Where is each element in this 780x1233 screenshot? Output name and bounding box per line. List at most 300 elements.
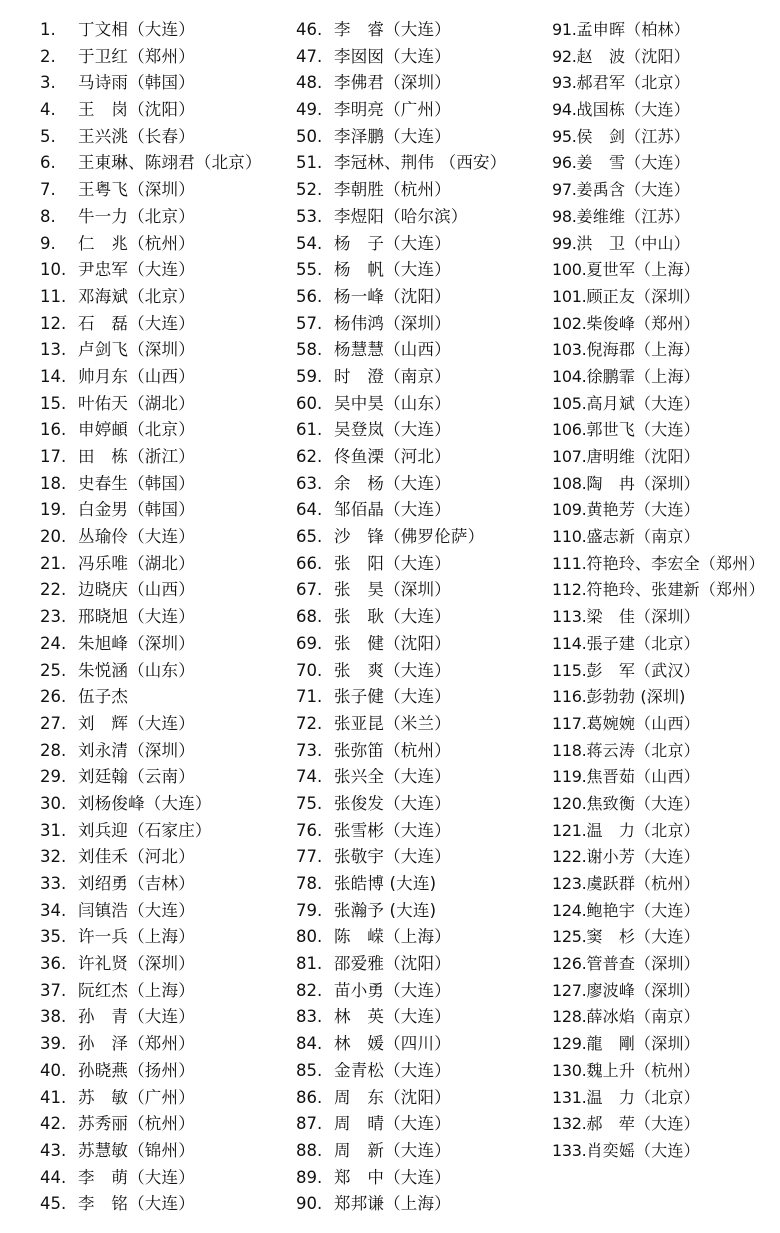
list-item <box>552 738 780 765</box>
list-item <box>40 257 290 284</box>
list-item-name: 孙 泽（郑州） <box>78 1034 195 1054</box>
list-item-number: 82. <box>296 980 323 1000</box>
list-item-number: 4. <box>40 100 56 120</box>
list-item <box>40 577 290 604</box>
list-item-number: 100. <box>552 260 587 280</box>
list-item-name: 林 英（大连） <box>334 1007 451 1027</box>
list-item-number: 110. <box>552 527 587 547</box>
list-item <box>296 231 546 258</box>
list-item-number: 41. <box>40 1087 67 1107</box>
list-item <box>40 417 290 444</box>
list-item-name: 周 晴（大连） <box>334 1114 451 1134</box>
list-item-number: 26. <box>40 687 67 707</box>
list-item-name: 侯 剑（江苏） <box>576 126 690 146</box>
list-item-name: 徐鹏霏（上海） <box>586 366 700 386</box>
list-item-number: 31. <box>40 820 67 840</box>
list-item <box>296 844 546 871</box>
list-item <box>552 471 780 498</box>
list-item <box>552 257 780 284</box>
name-list-column-3 <box>552 17 780 1165</box>
list-item-number: 124. <box>552 900 587 920</box>
list-item-name: 邓海斌（北京） <box>78 286 195 306</box>
list-item-number: 130. <box>552 1060 587 1080</box>
list-item-number: 45. <box>40 1194 67 1214</box>
list-item <box>40 177 290 204</box>
list-item-number: 13. <box>40 340 67 360</box>
list-item <box>40 124 290 151</box>
list-item <box>552 1058 780 1085</box>
list-item <box>296 337 546 364</box>
list-item-name: 张皓博 (大连) <box>334 874 437 893</box>
list-item <box>40 631 290 658</box>
list-item-number: 127. <box>552 980 587 1000</box>
list-item <box>552 284 780 311</box>
list-item-number: 118. <box>552 740 587 760</box>
list-item-number: 75. <box>296 793 323 813</box>
list-item <box>552 364 780 391</box>
list-item-name: 彭勃勃 (深圳) <box>586 687 686 707</box>
list-item-number: 122. <box>552 847 587 867</box>
list-item-name: 倪海郡（上海） <box>586 340 700 360</box>
list-item-name: 周 新（大连） <box>334 1140 451 1160</box>
list-item-number: 92. <box>552 46 577 66</box>
list-item-number: 39. <box>40 1034 67 1054</box>
list-item <box>552 791 780 818</box>
list-item-number: 102. <box>552 313 587 333</box>
list-item <box>296 97 546 124</box>
list-item <box>296 791 546 818</box>
list-item-name: 姜维维（江苏） <box>576 206 690 226</box>
list-item <box>40 924 290 951</box>
list-item-name: 伍子杰 <box>78 687 129 707</box>
list-item-name: 姜禹含（大连） <box>576 180 690 200</box>
list-item-number: 126. <box>552 954 587 974</box>
list-item-name: 窦 杉（大连） <box>586 927 700 947</box>
list-item-number: 12. <box>40 313 67 333</box>
list-item-name: 马诗雨（韩国） <box>78 73 195 93</box>
list-item <box>296 497 546 524</box>
list-item-number: 120. <box>552 793 587 813</box>
list-item-number: 74. <box>296 767 323 787</box>
list-item <box>296 1138 546 1165</box>
list-item-name: 温 力（北京） <box>586 820 700 840</box>
list-item-number: 69. <box>296 633 323 653</box>
list-item-number: 113. <box>552 607 587 627</box>
list-item <box>296 871 546 898</box>
list-item-number: 62. <box>296 447 323 466</box>
list-item <box>40 1138 290 1165</box>
list-item-name: 张瀚予 (大连) <box>334 900 437 920</box>
list-item-name: 管普查（深圳） <box>586 954 700 974</box>
list-item-number: 10. <box>40 260 67 280</box>
list-item-number: 19. <box>40 500 67 520</box>
list-item <box>552 17 780 44</box>
list-item <box>296 684 546 711</box>
list-item <box>40 818 290 845</box>
list-item-number: 34. <box>40 900 67 920</box>
list-item-name: 杨 子（大连） <box>334 233 451 253</box>
list-item-number: 88. <box>296 1140 323 1160</box>
list-item-number: 117. <box>552 713 587 733</box>
list-item-name: 柴俊峰（郑州） <box>586 313 700 333</box>
list-item-name: 薛冰焰（南京） <box>586 1007 700 1027</box>
list-item-name: 谢小芳（大连） <box>586 847 700 867</box>
list-item-number: 131. <box>552 1087 587 1107</box>
list-item-number: 84. <box>296 1034 323 1054</box>
list-item-name: 盛志新（南京） <box>586 527 700 547</box>
list-item <box>296 711 546 738</box>
list-item-number: 29. <box>40 767 67 787</box>
list-item <box>552 1004 780 1031</box>
list-item <box>296 658 546 685</box>
list-item <box>296 524 546 551</box>
list-item-number: 108. <box>552 473 587 493</box>
list-item-name: 李 萌（大连） <box>78 1167 195 1187</box>
list-item-name: 于卫红（郑州） <box>78 46 195 66</box>
list-item-name: 丁文相（大连） <box>78 20 195 39</box>
list-item-number: 71. <box>296 687 323 707</box>
list-item <box>296 818 546 845</box>
list-item <box>40 684 290 711</box>
list-item-number: 70. <box>296 660 323 680</box>
list-item <box>296 551 546 578</box>
list-item-name: 杨一峰（沈阳） <box>334 286 451 306</box>
list-item <box>552 1138 780 1165</box>
list-item-number: 87. <box>296 1114 323 1134</box>
list-item-name: 张弥笛（杭州） <box>334 740 451 760</box>
list-item <box>296 1004 546 1031</box>
list-item <box>40 444 290 471</box>
list-item-number: 67. <box>296 580 323 600</box>
list-item-name: 刘 辉（大连） <box>78 713 195 733</box>
list-item <box>40 391 290 418</box>
list-item <box>296 417 546 444</box>
list-item <box>40 337 290 364</box>
list-item-number: 99. <box>552 233 577 253</box>
list-item-number: 18. <box>40 473 67 493</box>
list-item-number: 121. <box>552 820 587 840</box>
list-item-name: 虞跃群（杭州） <box>586 874 700 893</box>
list-item <box>552 818 780 845</box>
list-item-number: 49. <box>296 100 323 120</box>
list-item <box>40 1111 290 1138</box>
list-item <box>552 631 780 658</box>
list-item-number: 2. <box>40 46 56 66</box>
list-item <box>296 471 546 498</box>
list-item <box>40 951 290 978</box>
list-item <box>40 311 290 338</box>
list-item <box>296 150 546 177</box>
list-item <box>40 604 290 631</box>
list-item-number: 114. <box>552 633 587 653</box>
list-item-number: 94. <box>552 100 577 120</box>
list-item-number: 95. <box>552 126 577 146</box>
list-item-number: 17. <box>40 447 67 466</box>
list-item-name: 许礼贤（深圳） <box>78 954 195 974</box>
list-item-name: 梁 佳（深圳） <box>586 607 700 627</box>
list-item-name: 张敬宇（大连） <box>334 847 451 867</box>
list-item-number: 132. <box>552 1114 587 1134</box>
list-item-number: 76. <box>296 820 323 840</box>
list-item-name: 邢晓旭（大连） <box>78 607 195 627</box>
list-item-number: 22. <box>40 580 67 600</box>
list-item-name: 边晓庆（山西） <box>78 580 195 600</box>
list-item <box>552 391 780 418</box>
list-item <box>552 924 780 951</box>
list-item-name: 彭 军（武汉） <box>586 660 700 680</box>
list-item <box>552 1031 780 1058</box>
list-item-name: 吴中昊（山东） <box>334 393 451 413</box>
list-item-number: 42. <box>40 1114 67 1134</box>
list-item <box>296 604 546 631</box>
list-item-name: 刘兵迎（石家庄） <box>78 820 212 840</box>
list-item-name: 孙晓燕（扬州） <box>78 1060 195 1080</box>
list-item <box>552 1085 780 1112</box>
list-item-name: 李 睿（大连） <box>334 20 451 39</box>
list-item-name: 郭世飞（大连） <box>586 420 700 440</box>
list-item-number: 11. <box>40 286 67 306</box>
list-item-name: 焦晋茹（山西） <box>586 767 700 787</box>
list-item-name: 洪 卫（中山） <box>576 233 690 253</box>
list-item-name: 黄艳芳（大连） <box>586 500 700 520</box>
list-item-name: 邹佰晶（大连） <box>334 500 451 520</box>
list-item-number: 32. <box>40 847 67 867</box>
list-item-name: 高月斌（大连） <box>586 393 700 413</box>
list-item-name: 郝君军（北京） <box>576 73 690 93</box>
list-item <box>40 738 290 765</box>
list-item <box>552 577 780 604</box>
list-item-number: 98. <box>552 206 577 226</box>
list-item-name: 肖奕媱（大连） <box>586 1140 700 1160</box>
name-list-column-2 <box>296 17 546 1218</box>
list-item <box>40 871 290 898</box>
list-item-name: 沙 锋（佛罗伦萨） <box>334 527 485 547</box>
list-item-number: 28. <box>40 740 67 760</box>
list-item <box>40 97 290 124</box>
list-item-name: 冯乐唯（湖北） <box>78 553 195 573</box>
list-item <box>40 204 290 231</box>
list-item-number: 46. <box>296 20 323 39</box>
list-item-number: 79. <box>296 900 323 920</box>
list-item-number: 85. <box>296 1060 323 1080</box>
list-item <box>296 898 546 925</box>
list-item-number: 58. <box>296 340 323 360</box>
list-item-number: 83. <box>296 1007 323 1027</box>
list-item <box>552 311 780 338</box>
list-item-number: 129. <box>552 1034 587 1054</box>
list-item-name: 魏上升（杭州） <box>586 1060 700 1080</box>
list-item-name: 龍 剛（深圳） <box>586 1034 700 1054</box>
list-item <box>552 417 780 444</box>
list-item-number: 105. <box>552 393 587 413</box>
list-item-number: 64. <box>296 500 323 520</box>
list-item-number: 133. <box>552 1140 587 1160</box>
list-item-number: 25. <box>40 660 67 680</box>
list-item-name: 符艳玲、张建新（郑州） <box>586 580 765 600</box>
list-item <box>40 711 290 738</box>
list-item-name: 刘杨俊峰（大连） <box>78 793 212 813</box>
list-item-name: 焦致衡（大连） <box>586 793 700 813</box>
list-item-number: 116. <box>552 687 587 707</box>
list-item <box>40 978 290 1005</box>
list-item-name: 白金男（韩国） <box>78 500 195 520</box>
list-item <box>296 311 546 338</box>
list-item-number: 107. <box>552 447 587 466</box>
list-item-number: 3. <box>40 73 56 93</box>
list-item-number: 16. <box>40 420 67 440</box>
list-item-number: 48. <box>296 73 323 93</box>
list-item-name: 李明亮（广州） <box>334 100 451 120</box>
list-item-name: 刘永清（深圳） <box>78 740 195 760</box>
list-item-number: 8. <box>40 206 56 226</box>
list-item-number: 6. <box>40 153 56 173</box>
list-item-number: 35. <box>40 927 67 947</box>
list-item-name: 孟申晖（柏林） <box>576 20 690 39</box>
list-item-number: 59. <box>296 366 323 386</box>
list-item <box>296 364 546 391</box>
list-item-name: 李泽鹏（大连） <box>334 126 451 146</box>
list-item <box>552 524 780 551</box>
list-item-name: 许一兵（上海） <box>78 927 195 947</box>
list-item-name: 夏世军（上海） <box>586 260 700 280</box>
list-item-number: 52. <box>296 180 323 200</box>
list-item-name: 尹忠军（大连） <box>78 260 195 280</box>
list-item-number: 7. <box>40 180 56 200</box>
list-item-number: 15. <box>40 393 67 413</box>
list-item-name: 李冠林、荆伟 （西安） <box>334 153 507 173</box>
list-item-number: 81. <box>296 954 323 974</box>
list-item-name: 苏慧敏（锦州） <box>78 1140 195 1160</box>
list-item-number: 90. <box>296 1194 323 1214</box>
list-item-number: 23. <box>40 607 67 627</box>
list-item-name: 闫镇浩（大连） <box>78 900 195 920</box>
list-item-name: 陈 嵘（上海） <box>334 927 451 947</box>
list-item <box>552 44 780 71</box>
list-item-name: 余 杨（大连） <box>334 473 451 493</box>
list-item <box>296 1111 546 1138</box>
list-item <box>296 1031 546 1058</box>
list-item-name: 刘廷翰（云南） <box>78 767 195 787</box>
list-item-name: 吴登岚（大连） <box>334 420 451 440</box>
list-item-name: 张俊发（大连） <box>334 793 451 813</box>
list-item-name: 顾正友（深圳） <box>586 286 700 306</box>
list-item <box>296 577 546 604</box>
list-item-name: 杨伟鸿（深圳） <box>334 313 451 333</box>
list-item-name: 李朝胜（杭州） <box>334 180 451 200</box>
list-item <box>40 1165 290 1192</box>
list-item <box>552 871 780 898</box>
list-item-name: 郝 荦（大连） <box>586 1114 700 1134</box>
list-item <box>552 978 780 1005</box>
list-item-name: 符艳玲、李宏全（郑州） <box>586 553 765 573</box>
list-item <box>552 551 780 578</box>
list-item-name: 张 健（沈阳） <box>334 633 451 653</box>
list-item <box>552 204 780 231</box>
list-item-number: 112. <box>552 580 587 600</box>
list-item <box>552 70 780 97</box>
list-item-name: 王 岗（沈阳） <box>78 100 195 120</box>
list-item <box>296 124 546 151</box>
list-item <box>296 257 546 284</box>
list-item <box>40 551 290 578</box>
list-item-number: 109. <box>552 500 587 520</box>
list-item-number: 20. <box>40 527 67 547</box>
list-item <box>40 844 290 871</box>
list-item <box>296 17 546 44</box>
list-item-number: 30. <box>40 793 67 813</box>
list-item-number: 54. <box>296 233 323 253</box>
list-item-name: 李 铭（大连） <box>78 1194 195 1214</box>
list-item-number: 125. <box>552 927 587 947</box>
list-item-number: 119. <box>552 767 587 787</box>
list-item-number: 123. <box>552 874 587 893</box>
list-item-name: 张 爽（大连） <box>334 660 451 680</box>
list-item-name: 王兴洮（长春） <box>78 126 195 146</box>
list-item <box>40 524 290 551</box>
list-item-name: 鲍艳宇（大连） <box>586 900 700 920</box>
list-item <box>296 924 546 951</box>
list-item <box>552 150 780 177</box>
list-item <box>40 231 290 258</box>
list-item <box>552 444 780 471</box>
list-item <box>296 44 546 71</box>
list-item <box>296 391 546 418</box>
list-item-name: 张 耿（大连） <box>334 607 451 627</box>
list-item-name: 卢剑飞（深圳） <box>78 340 195 360</box>
list-item-name: 李煜阳（哈尔滨） <box>334 206 468 226</box>
list-item-name: 张 昊（深圳） <box>334 580 451 600</box>
list-item-name: 陶 冉（深圳） <box>586 473 700 493</box>
list-item-name: 苏 敏（广州） <box>78 1087 195 1107</box>
list-item <box>296 70 546 97</box>
list-item-name: 温 力（北京） <box>586 1087 700 1107</box>
list-item-name: 蒋云涛（北京） <box>586 740 700 760</box>
list-item-name: 姜 雪（大连） <box>576 153 690 173</box>
list-item <box>552 497 780 524</box>
list-item <box>40 70 290 97</box>
list-item-name: 葛婉婉（山西） <box>586 713 700 733</box>
list-item <box>296 764 546 791</box>
list-item <box>40 497 290 524</box>
list-item <box>552 231 780 258</box>
list-item <box>40 1085 290 1112</box>
list-item-name: 申婷頔（北京） <box>78 420 195 440</box>
list-item-name: 杨慧慧（山西） <box>334 340 451 360</box>
list-item-number: 91. <box>552 20 577 39</box>
list-item <box>40 44 290 71</box>
list-item <box>40 1031 290 1058</box>
list-item-name: 张 阳（大连） <box>334 553 451 573</box>
list-item-number: 60. <box>296 393 323 413</box>
list-item-number: 44. <box>40 1167 67 1187</box>
list-item-name: 郑 中（大连） <box>334 1167 451 1187</box>
list-item-name: 时 澄（南京） <box>334 366 451 386</box>
list-item <box>296 177 546 204</box>
list-item-number: 96. <box>552 153 577 173</box>
list-item-name: 战国栋（大连） <box>576 100 690 120</box>
list-item-number: 66. <box>296 553 323 573</box>
list-item-number: 65. <box>296 527 323 547</box>
list-item <box>296 204 546 231</box>
list-item-name: 孙 青（大连） <box>78 1007 195 1027</box>
list-item-number: 61. <box>296 420 323 440</box>
list-item-name: 邵爱雅（沈阳） <box>334 954 451 974</box>
list-item-name: 王粤飞（深圳） <box>78 180 195 200</box>
list-item <box>296 1058 546 1085</box>
list-item-number: 86. <box>296 1087 323 1107</box>
list-item <box>40 658 290 685</box>
list-item <box>296 284 546 311</box>
